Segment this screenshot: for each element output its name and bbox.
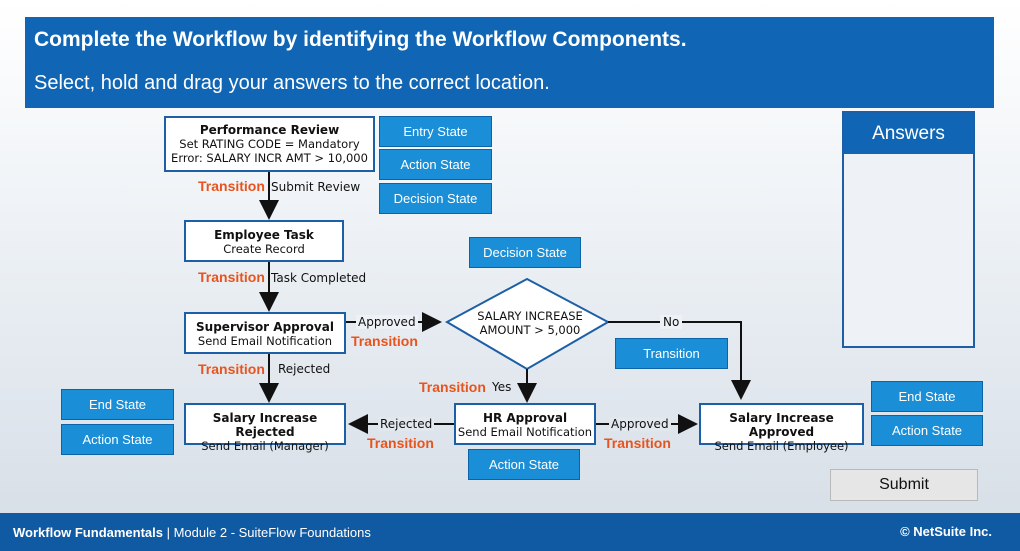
footer-course-name: Workflow Fundamentals (13, 525, 163, 540)
hr-approval-title: HR Approval (482, 411, 568, 425)
option-transition[interactable]: Transition (615, 338, 728, 369)
salary-decision-text (455, 309, 605, 337)
salary-rejected-line1: Send Email (Manager) (201, 439, 329, 453)
submit-button[interactable]: Submit (830, 469, 978, 501)
performance-review-node (164, 116, 375, 172)
page-title: Complete the Workflow by identifying the Workflow Components. (34, 28, 687, 51)
employee-task-title: Employee Task (214, 228, 314, 242)
instruction-text: Select, hold and drag your answers to the correct location. (34, 72, 550, 94)
salary-approved-line1: Send Email (Employee) (714, 439, 849, 453)
transition-label-5: Transition (419, 379, 486, 395)
transition-label-7: Transition (604, 435, 671, 451)
employee-task-line1: Create Record (223, 242, 305, 256)
salary-approved-title: Salary Increase Approved (729, 411, 834, 439)
edge-label-yes: Yes (492, 380, 512, 394)
option-action-state-3[interactable]: Action State (468, 449, 580, 480)
hr-approval-node (454, 403, 596, 445)
answers-drop-zone[interactable] (842, 111, 975, 348)
edge-label-approved-1: Approved (358, 315, 416, 329)
edge-label-task-completed: Task Completed (271, 271, 367, 285)
performance-review-title: Performance Review (199, 123, 340, 137)
footer-module: | Module 2 - SuiteFlow Foundations (163, 525, 371, 540)
edge-label-submit-review: Submit Review (271, 180, 361, 194)
supervisor-approval-title: Supervisor Approval (196, 320, 334, 334)
footer-copyright: © NetSuite Inc. (900, 524, 992, 539)
option-entry-state[interactable]: Entry State (379, 116, 492, 147)
salary-approved-node (699, 403, 864, 453)
footer-course (13, 525, 371, 540)
hr-approval-line1: Send Email Notification (457, 425, 593, 439)
option-decision-state-2[interactable]: Decision State (469, 237, 581, 268)
supervisor-approval-node (184, 312, 346, 354)
supervisor-approval-line1: Send Email Notification (197, 334, 333, 348)
salary-decision-line1: SALARY INCREASE (477, 309, 583, 323)
transition-label-1: Transition (198, 178, 265, 194)
salary-rejected-title: Salary Increase Rejected (212, 411, 318, 439)
edge-label-rejected-1: Rejected (278, 362, 331, 376)
option-action-state-1[interactable]: Action State (379, 149, 492, 180)
option-decision-state-1[interactable]: Decision State (379, 183, 492, 214)
salary-rejected-node (184, 403, 346, 453)
transition-label-6: Transition (367, 435, 434, 451)
option-end-state-2[interactable]: End State (871, 381, 983, 412)
performance-review-line1: Set RATING CODE = Mandatory (179, 137, 360, 151)
employee-task-node (184, 220, 344, 262)
edge-label-approved-2: Approved (611, 417, 669, 431)
edge-label-rejected-2: Rejected (380, 417, 433, 431)
footer-bar (0, 513, 1020, 551)
transition-label-4: Transition (198, 361, 265, 377)
salary-decision-line2: AMOUNT > 5,000 (479, 323, 581, 337)
performance-review-line2: Error: SALARY INCR AMT > 10,000 (171, 151, 368, 165)
transition-label-2: Transition (198, 269, 265, 285)
edge-label-no: No (660, 315, 682, 329)
answers-title: Answers (844, 113, 973, 154)
transition-label-3: Transition (351, 333, 418, 349)
option-end-state-1[interactable]: End State (61, 389, 174, 420)
option-action-state-4[interactable]: Action State (871, 415, 983, 446)
option-action-state-2[interactable]: Action State (61, 424, 174, 455)
